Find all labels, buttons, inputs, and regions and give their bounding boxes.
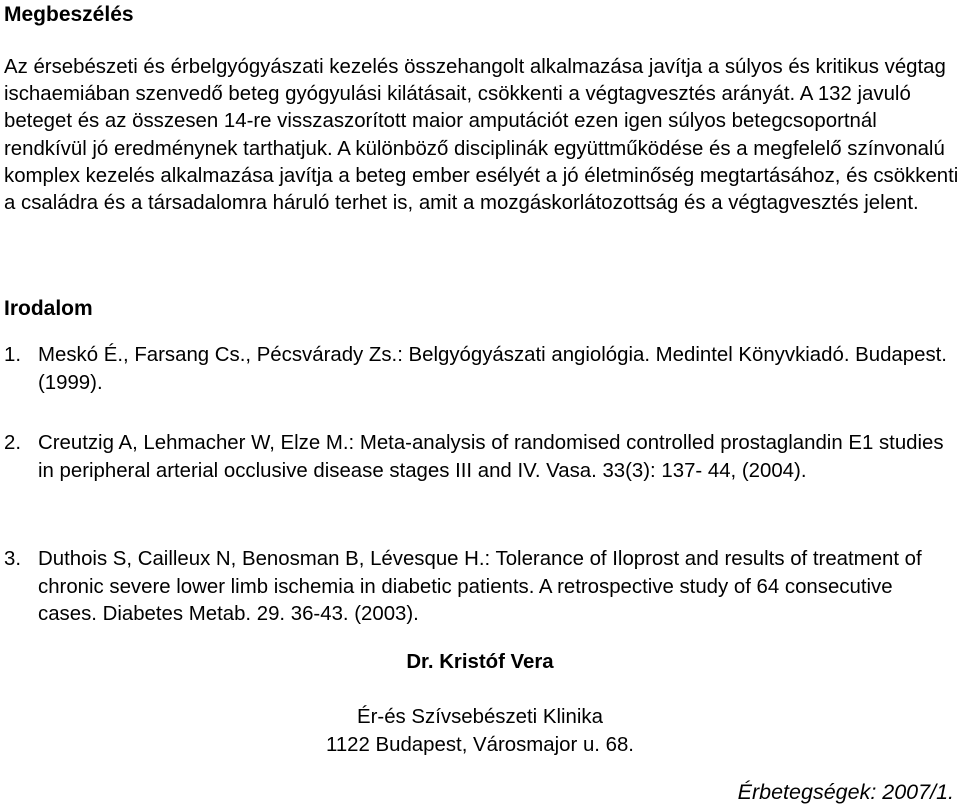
source-note: Érbetegségek: 2007/1. <box>737 780 954 804</box>
reference-text: Creutzig A, Lehmacher W, Elze M.: Meta-analysis of randomised controlled prostaglandin E1 studies in peripheral arterial occlusive disease stages III and IV. Vasa. 33(3): 137- 44, (2004). <box>38 432 944 482</box>
author-name: Dr. Kristóf Vera <box>406 651 554 673</box>
author-address: 1122 Budapest, Városmajor u. 68. <box>326 734 634 756</box>
reference-text: Duthois S, Cailleux N, Benosman B, Lévesque H.: Tolerance of Iloprost and results of treatment of chronic severe lower limb ischemia in diabetic patients. A retrospective study of 64 consecutive cases. Diabetes Metab. 29. 36-43. (2003). <box>38 548 922 625</box>
reference-number: 3. <box>4 548 22 570</box>
reference-text: Meskó É., Farsang Cs., Pécsvárady Zs.: Belgyógyászati angiológia. Medintel Könyvkiadó. Budapest. (1999). <box>38 344 947 394</box>
reference-number: 2. <box>4 432 22 454</box>
reference-item <box>4 342 956 397</box>
references-heading: Irodalom <box>4 297 93 320</box>
author-affiliation: Ér-és Szívsebészeti Klinika <box>357 706 603 728</box>
reference-number: 1. <box>4 344 22 366</box>
discussion-heading: Megbeszélés <box>4 3 134 26</box>
discussion-paragraph: Az érsebészeti és érbelgyógyászati kezelés összehangolt alkalmazása javítja a súlyos és kritikus végtag ischaemiában szenvedő beteg gyógyulási kilátásait, csökkenti a végtagvesztés arányát. A 132 javuló beteget és az összesen 14-re visszaszorított maior amputációt ezen igen súlyos betegcsoportnál rendkívül jó eredménynek tarthatjuk. A különböző disciplinák együttműködése és a megfelelő színvonalú komplex kezelés alkalmazása javítja a beteg ember esélyét a jó életminőség megtartásához, és csökkenti a családra és a társadalomra háruló terhet is, amit a mozgáskorlátozottság és a végtagvesztés jelent. <box>4 56 959 215</box>
reference-item <box>4 430 956 485</box>
reference-item <box>4 546 956 629</box>
document-page <box>4 0 959 807</box>
